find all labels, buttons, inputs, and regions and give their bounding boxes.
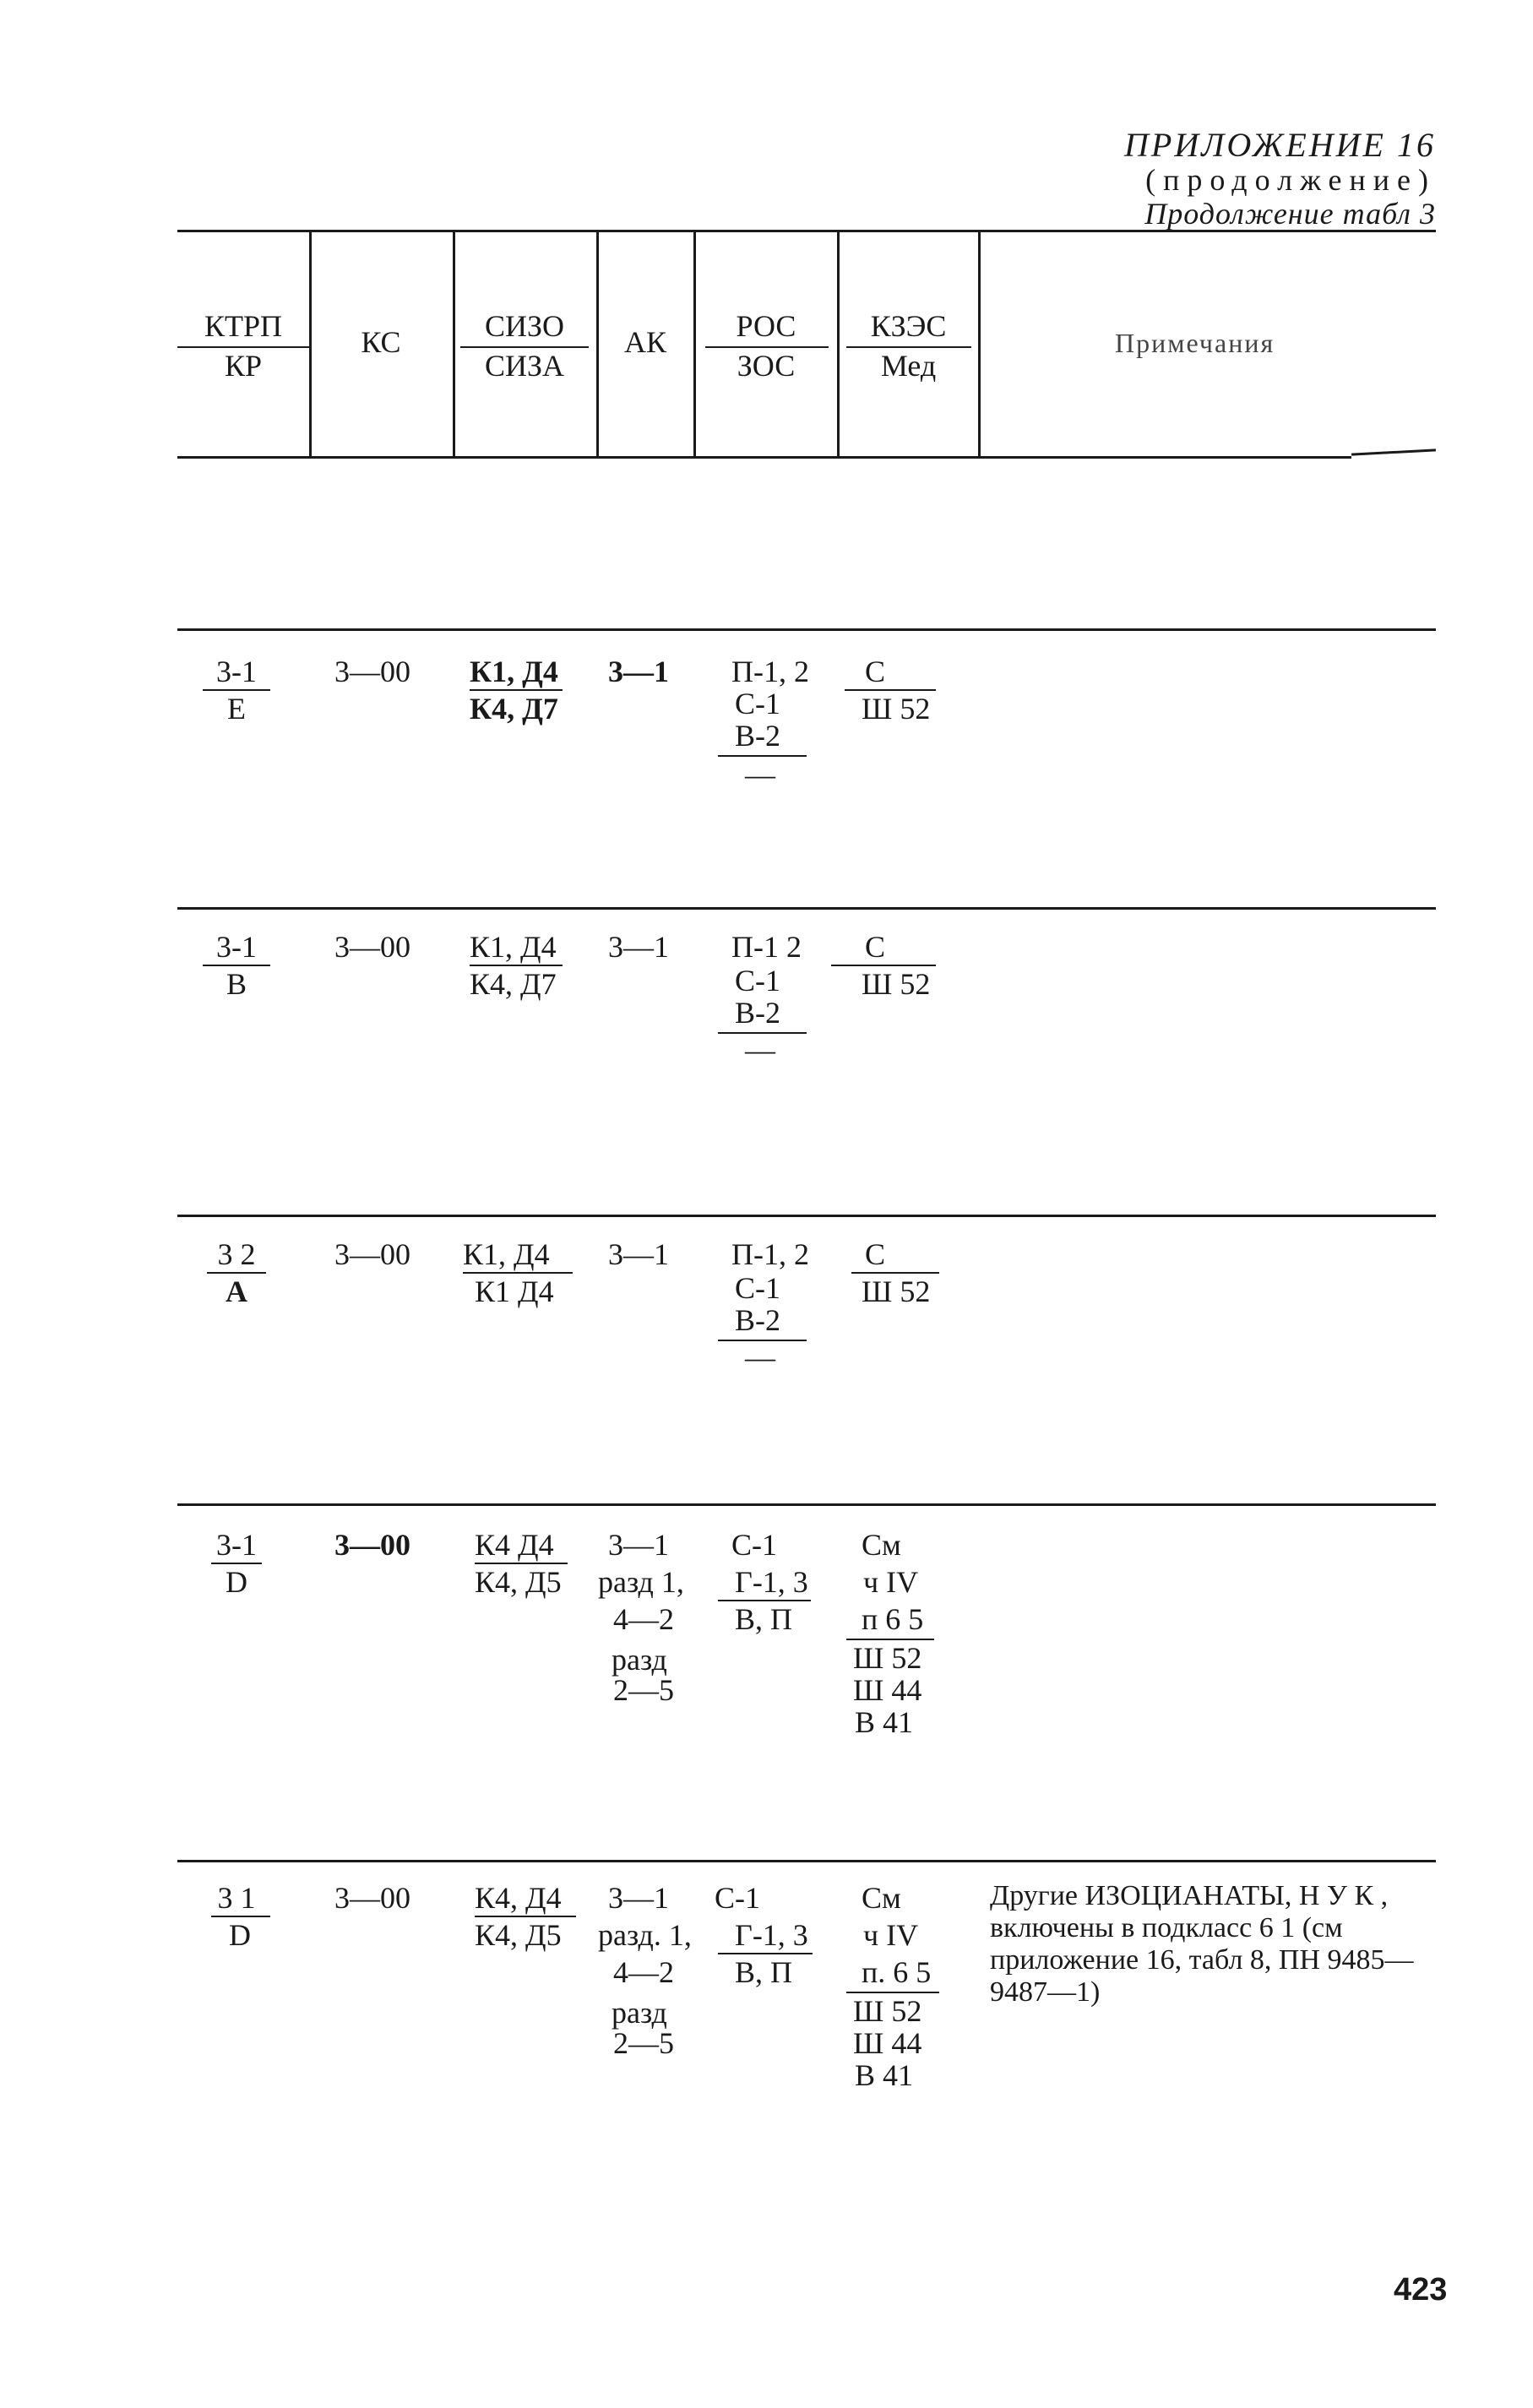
row-1-med: Ш 52 [862,692,931,726]
row-3-ros-1: П-1, 2 [731,1237,809,1271]
row-2-ros-1: П-1 2 [731,930,802,964]
row-5-kr: D [229,1918,251,1952]
row-5-ak-5: 2—5 [613,2026,674,2060]
table-continuation: Продолжение табл 3 [1144,197,1436,231]
row-4-ros-1: С-1 [731,1528,777,1562]
row-3-kzes: С [865,1237,886,1271]
row-4-kzes-1: См [862,1528,901,1562]
row-1-ros-1: П-1, 2 [731,655,809,688]
row-1-ros-3: В-2 [735,719,780,753]
row-2-ks: 3—00 [334,930,410,964]
row-1-zos: — [745,758,775,791]
col-header-ros: РОС [736,309,796,343]
row-5-note: Другие ИЗОЦИАНАТЫ, Н У К , включены в подкласс 6 1 (см приложение 16, табл 8, ПН 9485—9487—1) [990,1880,1414,2008]
row-3-ktrp: 3 2 [217,1237,256,1271]
col-header-kzes: КЗЭС [870,309,947,343]
row-5-ak-4: разд [612,1996,667,2030]
row-2-sizo: К1, Д4 [470,930,557,964]
row-5-zos: В, П [735,1955,793,1989]
row-4-med-1: Ш 52 [853,1641,922,1675]
row-3-ak: 3—1 [608,1237,669,1271]
row-5-kzes-3: п. 6 5 [862,1955,932,1989]
row-3-ros-2: С-1 [735,1271,780,1305]
row-2-ros-3: В-2 [735,996,780,1030]
row-3-ros-3: В-2 [735,1303,780,1337]
col-header-med: Мед [880,349,937,383]
row-4-kzes-3: п 6 5 [862,1602,924,1636]
row-5-siza: К4, Д5 [475,1918,562,1952]
col-header-sizo: СИЗО [484,309,565,343]
row-4-med-2: Ш 44 [853,1673,922,1707]
row-4-ros-2: Г-1, 3 [735,1565,808,1599]
row-2-med: Ш 52 [862,967,931,1001]
page-number: 423 [1394,2272,1448,2307]
header-bottom-rule [177,456,1351,459]
row-5-ktrp: 3 1 [217,1881,256,1915]
row-2-top-rule [177,907,1436,910]
row-2-ak: 3—1 [608,930,669,964]
row-5-med-1: Ш 52 [853,1994,922,2028]
col-header-ks: КС [361,325,401,359]
row-5-sizo: К4, Д4 [475,1881,562,1915]
row-1-sizo: К1, Д4 [470,655,558,688]
row-1-ktrp: 3-1 [216,655,257,688]
row-4-ak-4: разд [612,1643,667,1677]
row-4-ktrp: 3-1 [216,1528,257,1562]
row-4-top-rule [177,1503,1436,1506]
col-header-zos: ЗОС [737,349,796,383]
row-3-top-rule [177,1215,1436,1217]
row-5-ks: 3—00 [334,1881,410,1915]
row-3-ks: 3—00 [334,1237,410,1271]
row-4-ak-1: 3—1 [608,1528,669,1562]
row-5-ak-3: 4—2 [613,1955,674,1989]
row-1-siza: К4, Д7 [470,692,558,726]
row-4-kzes-2: ч IV [863,1565,919,1599]
row-5-ak-1: 3—1 [608,1881,669,1915]
col-header-ktrp: КТРП [204,309,283,343]
row-2-kzes: С [865,930,886,964]
col-divider-6 [978,230,981,456]
header-bottom-rule-tail [1351,448,1436,455]
col-header-kr: КР [224,349,263,383]
row-1-kzes: С [865,655,886,688]
row-5-med-2: Ш 44 [853,2026,922,2060]
row-5-ros-2: Г-1, 3 [735,1918,808,1952]
row-1-ak: 3—1 [608,655,669,688]
row-5-kzes-1: См [862,1881,901,1915]
row-4-ak-3: 4—2 [613,1602,674,1636]
row-5-ak-2: разд. 1, [598,1918,692,1952]
row-5-kzes-2: ч IV [863,1918,919,1952]
row-3-med: Ш 52 [862,1275,931,1308]
row-2-siza: К4, Д7 [470,967,557,1001]
row-4-ak-5: 2—5 [613,1673,674,1707]
row-5-ros-1: С-1 [715,1881,760,1915]
row-5-top-rule [177,1860,1436,1862]
row-2-zos: — [745,1033,775,1067]
row-3-kr: А [226,1275,247,1308]
row-4-ks: 3—00 [334,1528,410,1562]
row-4-kr: D [226,1565,247,1599]
row-1-ks: 3—00 [334,655,410,688]
row-3-zos: — [745,1340,775,1374]
row-4-siza: К4, Д5 [475,1565,562,1599]
appendix-title: ПРИЛОЖЕНИЕ 16 [1124,126,1436,164]
col-header-siza: СИЗА [484,349,565,383]
row-4-med-3: В 41 [855,1705,914,1739]
col-header-notes: Примечания [1115,328,1275,358]
row-4-zos: В, П [735,1602,793,1636]
col-divider-2 [453,230,455,456]
row-2-kr: В [226,967,247,1001]
table-top-rule [177,230,1436,232]
row-1-kr: Е [227,692,246,726]
row-5-med-3: В 41 [855,2058,914,2092]
row-4-sizo: К4 Д4 [475,1528,554,1562]
row-3-sizo: К1, Д4 [463,1237,550,1271]
row-3-siza: К1 Д4 [475,1275,554,1308]
row-1-ros-2: С-1 [735,687,780,720]
row-2-ktrp: 3-1 [216,930,257,964]
appendix-subtitle: (продолжение) [1145,163,1436,197]
row-2-ros-2: С-1 [735,964,780,997]
row-1-top-rule [177,628,1436,631]
col-header-ak: АК [623,325,666,359]
row-4-ak-2: разд 1, [598,1565,684,1599]
